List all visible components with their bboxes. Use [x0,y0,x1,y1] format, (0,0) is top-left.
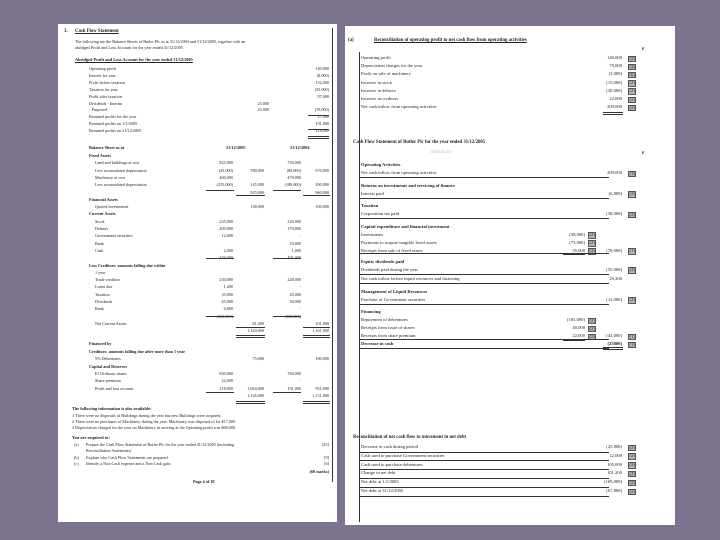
page-number: Page 4 of 10 [193,479,215,484]
bs-col-2004: 31/12/2004 [290,145,310,150]
total-marks: (60 marks) [309,469,329,474]
rule-line [563,340,585,341]
cfs-row-value: (55,000) [606,266,622,272]
bs-value: (368,000) [216,313,233,319]
marks-badge: (2) [629,191,635,196]
row-separator [359,496,609,497]
fin-total-prior: 180,000 [315,356,329,362]
recon-row-label: Depreciation charges for the year [361,63,423,69]
bs-value: 825,000 [219,160,233,166]
bs-row-label: Current Assets [89,211,116,217]
recon-row-value: (3,000) [608,71,622,77]
req-marks: [9] [324,454,329,460]
bs-total: 925,000 [250,189,264,195]
rule-line [273,316,301,317]
bs-row-label: Taxation [95,291,110,297]
bs-value: 45,000 [221,299,233,304]
cfs-sub-value: (105,000) [567,317,585,322]
intro-line: The following are the Balance Sheets of Butler Plc as at 31/12/2004 and 31/12/2005, together with an [75,39,246,44]
recon-row-value: (15,000) [606,79,622,85]
marks-badge: (2) [629,211,635,217]
rule-line [236,327,265,328]
bs-row-label: Net Current Assets [95,320,127,326]
recon-row-label: Increase in creditors [361,96,399,101]
bs-value: 235,000 [219,218,233,224]
net-row-label: Net debt at 1/1/2005 [361,479,399,485]
net-row-label: Decrease in cash during period [361,444,418,449]
cfs-section-heading: Equity dividends paid [361,258,405,264]
pl-row-total: 140,000 [315,66,329,71]
fin-total-prior: 1,131,000 [312,392,329,398]
cfs-row-label: Interest paid [361,190,384,196]
bs-value-prior: (80,000) [286,167,301,173]
marks-badge: (2) [589,240,595,245]
marks-badge: (2) [589,317,595,323]
bs-value: 449,000 [219,255,233,261]
pl-row-total: 132,000 [315,79,329,85]
rule-line [308,115,329,116]
req-tag: (a) [74,442,79,447]
row-separator [359,274,609,275]
rule-line [563,254,585,255]
bs-value: 2,000 [223,247,233,253]
marks-badge: (1) [629,333,635,339]
cfs-section-heading: Financing [361,309,381,314]
bs-row-label: Loans due [95,284,113,290]
bs-total-prior: 101,000 [315,320,329,326]
cfs-row-value: (43,000) [606,333,622,338]
rule-line [273,258,301,259]
pl-row-total: 27,000 [317,114,329,120]
bs-value: 230,000 [219,277,233,283]
bs-value: 400,000 [219,174,233,180]
fin-total: 75,000 [252,356,264,362]
bs-row-label: Financial Assets [89,196,118,202]
cfs-section-heading: Management of Liquid Resources [361,288,428,294]
bs-total: 1,144,000 [247,328,264,334]
info-line: 3 Depreciation charged for the year on Machinery in arriving at the Operating profit was €68,000. [72,425,236,431]
marks-badge: (2) [629,96,635,102]
rule-line [273,392,301,393]
bs-value-prior: 10,000 [289,240,301,246]
rule-line [303,403,330,404]
req-tag: (b) [74,454,79,460]
bs-value-prior: 470,000 [287,174,301,180]
bs-row-label: Quoted investments [95,204,129,210]
net-debt-title: Reconciliation of net cash flow to movement in net debt [353,435,467,440]
pl-row-label: Retained profits on 31/12/2005 [89,128,142,134]
column-divider [359,52,360,522]
rule-line [303,195,330,196]
column-divider [332,28,333,482]
marks-badge: (2) [629,104,635,110]
fin-value: 830,000 [219,370,233,376]
net-row-label: Change in net debt [361,470,396,476]
bs-total: 138,000 [250,204,264,210]
bs-total-prior: 1,161,000 [312,328,329,334]
net-row-label: Cash used to purchase Government securities [361,452,445,458]
fin-value-prior: 191,000 [287,385,301,391]
recon-row-value: 140,000 [607,55,622,60]
pl-row-value: 45,000 [257,107,269,113]
fin-total: 1,064,000 [247,385,264,391]
marks-badge: (6) [629,71,635,77]
bs-value: (45,000) [218,167,233,173]
bs-row-label: Stock [95,218,105,224]
cfs-row-value: (78,000) [606,247,622,253]
pl-row-total: (35,000) [314,86,329,92]
row-separator [359,469,609,470]
marks-badge: (2) [629,80,635,86]
cfs-row-label: Corporation tax paid [361,211,400,216]
marks-badge: (1) [629,341,635,347]
net-row-value: 105,000 [607,461,622,467]
bs-row-label: Bank [95,240,104,246]
recon-row-label: Net cash inflow from operating activities [361,104,437,110]
question-page [58,24,337,522]
fin-row-label: €1 Ordinary shares [95,370,127,376]
pl-row-label: Dividends - Interim [89,100,123,106]
fin-value: 22,000 [221,378,233,384]
req-text: Reconciliation Statements) [86,448,132,454]
pl-row-label: Retained profits for the year [89,114,137,120]
bs-row-label: Land and buildings at cost [95,160,140,166]
bs-row-label: Less accumulated depreciation [95,182,147,188]
rule-line [308,138,329,139]
bs-value: 6,800 [223,306,233,312]
cfs-sub-value: (38,000) [569,231,585,237]
bs-row-label: Government securities [95,233,133,239]
rule-line [236,403,265,404]
pl-row-label: Profit after taxation [89,93,122,99]
watermark: SlideShare [430,150,452,155]
info-heading: The following information is also available: [72,406,152,411]
rule-line [603,112,623,113]
pl-row-value: 25,000 [257,100,269,106]
fin-row-label: Creditors: amounts falling due after more than 1 year [89,349,186,354]
rule-line [273,190,301,191]
rule-line [308,129,329,130]
bs-row-label: Less Creditors: amounts falling due within [89,262,166,268]
bs-row-label: Bank [95,306,104,312]
bs-row-label: Trade creditors [95,277,121,283]
pl-heading: Abridged Profit and Loss Account for the year ended 31/12/2005 [75,57,193,62]
cfs-section-heading: Capital expenditure and financial investment [361,223,450,229]
solution-page [345,26,675,525]
marks-badge: (2) [629,55,635,61]
fin-value-prior: 760,000 [287,370,301,376]
cfs-row-label: Receipts from sale of fixed assets [361,247,423,253]
question-title: Cash Flow Statement [75,29,119,34]
bs-row-label: Fixed Assets [89,153,111,158]
net-row-value: (169,000) [604,479,622,485]
marks-badge: (1) [629,248,635,253]
rule-line [206,190,234,191]
marks-badge: (2) [629,470,635,476]
recon-title: Reconciliation of operating profit to net cash flow from operating activities [374,38,527,43]
rule-line [206,316,234,317]
bs-value-prior: 45,000 [289,291,301,297]
cfs-row-label: Receipts from share premium [361,333,416,338]
fin-total-prior: 951,000 [315,385,329,391]
cfs-row-value: (12,000) [606,296,622,302]
cfs-sub-value: 40,000 [572,325,585,330]
net-row-value: 101,200 [607,470,622,476]
net-row-value: 12,000 [609,452,622,458]
req-text: Identify a Non Cash expense and a Non Cash gain. [86,460,172,466]
fin-row-label: Share premium [95,378,121,384]
row-separator [359,198,609,199]
pl-row-label: - Proposed [89,107,108,113]
rule-line [206,392,234,393]
cfs-row-value: 29,200 [609,276,622,281]
row-separator [359,348,609,349]
recon-row-label: Increase in debtors [361,87,396,93]
currency-symbol: € [642,46,645,51]
recon-row-value: 209,000 [607,104,622,110]
marks-badge: (2) [629,453,635,459]
cfs-row-label: Net cash inflow before liquid resources and financing [361,276,460,281]
marks-badge: (2) [589,333,595,339]
row-separator [359,304,609,305]
cfs-section-heading: Operating Activities [361,162,401,167]
fin-row-label: Capital and Reserves [89,363,127,369]
cfs-section-heading: Taxation [361,203,379,208]
bs-value: (255,000) [216,182,233,188]
rule-line [603,114,623,115]
bs-total-prior: 960,000 [315,189,329,195]
bs-row-label: 1 year [95,269,106,275]
bs-total: 81,000 [252,320,264,326]
recon-row-value: (30,000) [606,87,622,93]
marks-badge: (2) [629,297,635,302]
bs-value-prior: 401,000 [287,255,301,261]
cfs-row-label: Decrease in cash [361,341,394,346]
fin-total: 1,136,000 [247,392,264,398]
cfs-sub-value: (75,000) [569,239,585,245]
cfs-row-label: Receipts from issue of shares [361,325,415,330]
bs-row-label: Machinery at cost [95,174,125,180]
cfs-row-label: Purchase of Government securities [361,296,426,302]
cfs-row-value: (38,000) [606,211,622,216]
cfs-sub-value: 22,000 [572,333,585,338]
req-text: Explain why Cash Flow Statements are prepared. [86,454,169,460]
cfs-row-label: Net cash inflow from operating activities [361,170,437,175]
rule-line [236,195,265,196]
bs-value: 1,200 [223,284,233,290]
cfs-row-label: Dividends paid during the year [361,266,418,272]
fin-value-prior: - [299,378,301,384]
bs-heading: Balance Sheet as at [89,145,125,150]
bs-value-prior: 220,000 [287,218,301,224]
required-heading: You are required to: [72,435,110,440]
intro-line: abridged Profit and Loss Account for the year ended 31/12/2005 [75,45,183,50]
recon-row-label: Increase in stock [361,79,392,85]
bs-value-prior: - [299,306,301,312]
marks-badge: (2) [589,248,595,253]
part-label: (a) [348,38,354,43]
marks-badge: (2) [629,88,635,94]
net-row-value: (67,800) [606,488,622,493]
question-number: 3. [64,29,68,34]
pl-row-label: Profit before taxation [89,79,125,85]
net-row-value: (25,800) [606,444,622,449]
rule-line [303,327,330,328]
marks-badge: (1) [629,170,635,176]
pl-row-label: Interest for year [89,72,116,78]
cfs-row-value: (25800) [607,341,622,346]
marks-badge: (2) [589,325,595,331]
cfs-row-label: Investments [361,231,384,237]
bs-row-label: Debtors [95,226,109,231]
bs-total-prior: 670,000 [315,167,329,173]
pl-row-total: 218,000 [315,128,329,134]
rule-line [236,337,265,338]
bs-row-label: Dividends [95,299,113,304]
bs-value: 200,000 [219,226,233,231]
bs-value: 35,000 [221,291,233,297]
marks-badge: (2) [629,267,635,272]
bs-value: 12,000 [221,233,233,239]
cfs-sub-value: 35,000 [572,247,585,253]
rule-line [206,258,234,259]
cfs-section-heading: Returns on investments and servicing of finance [361,182,455,188]
cfs-row-label: Payments to acquire tangible fixed assets [361,239,437,245]
row-separator [359,177,609,178]
bs-value-prior: 750,000 [287,160,301,166]
bs-value-prior: - [299,284,301,290]
row-separator [359,253,609,254]
info-line: 2 There were no purchases of Machinery during the year. Machinery was disposed of for €17,000 [72,419,236,425]
req-marks: [6] [324,460,329,466]
bs-total-prior: 290,000 [315,182,329,188]
row-separator [359,283,609,284]
row-separator [359,218,609,219]
pl-row-label: Operating profit [89,66,117,71]
req-marks: [45] [322,442,329,447]
bs-row-label: Cash [95,247,104,253]
bs-total: 780,000 [250,167,264,173]
bs-value-prior: (300,000) [284,313,301,319]
recon-row-label: Operating profit [361,55,391,60]
financed-by-heading: Financed by [89,341,112,346]
bs-value-prior: 228,000 [287,277,301,283]
cfs-row-value: 209,000 [607,170,622,175]
recon-row-value: 22,000 [609,96,622,101]
bs-total-prior: 100,000 [315,204,329,210]
bs-value-prior: - [299,233,301,239]
req-tag: (c) [74,460,79,466]
pl-row-total: (8,000) [316,72,329,78]
net-row-label: Cash used to purchase debentures [361,461,423,467]
pl-row-label: Retained profits on 1/1/2005 [89,121,138,127]
req-text: Prepare the Cash Flow Statement of Butler Plc for the year ended 31/12/2005 (including [86,442,235,447]
pl-row-total: 191,000 [315,121,329,127]
row-separator [359,339,609,340]
marks-badge: (2) [629,479,635,485]
marks-badge: (2) [589,232,595,237]
recon-row-label: Profit on sale of machinery [361,71,412,77]
info-line: 1 There were no disposals of Buildings during the year but new Buildings were acquired. [72,413,222,418]
rule-line [303,337,330,338]
bs-row-label: Less accumulated depreciation [95,167,147,173]
fin-row-label: 5% Debentures [95,356,121,362]
bs-value-prior: 170,000 [287,226,301,231]
cfs-row-label: Repayment of debentures [361,317,408,322]
marks-badge: (2) [629,488,635,494]
net-row-label: Net debt at 31/12/2005 [361,488,404,493]
fin-row-label: Profit and loss account [95,385,134,391]
bs-value-prior: (180,000) [284,182,301,188]
bs-total: 145,000 [250,182,264,188]
cfs-title: Cash Flow Statement of Butler Plc for the year ended 31/12/2005 [353,140,486,145]
currency-symbol: € [642,150,645,155]
recon-row-value: 75,000 [609,63,622,69]
pl-row-total: (70,000) [314,107,329,113]
cfs-row-value: (6,800) [608,190,622,196]
marks-badge: (2) [629,462,635,468]
bs-col-2005: 31/12/2005 [226,145,246,150]
pl-row-label: Taxation for year [89,86,118,92]
bs-value-prior: 30,000 [289,299,301,304]
marks-badge: (4) [629,63,635,69]
fin-value: 218,000 [219,385,233,391]
marks-badge: (2) [629,444,635,450]
pl-row-total: 97,000 [317,93,329,99]
bs-value-prior: 1,000 [291,247,301,253]
